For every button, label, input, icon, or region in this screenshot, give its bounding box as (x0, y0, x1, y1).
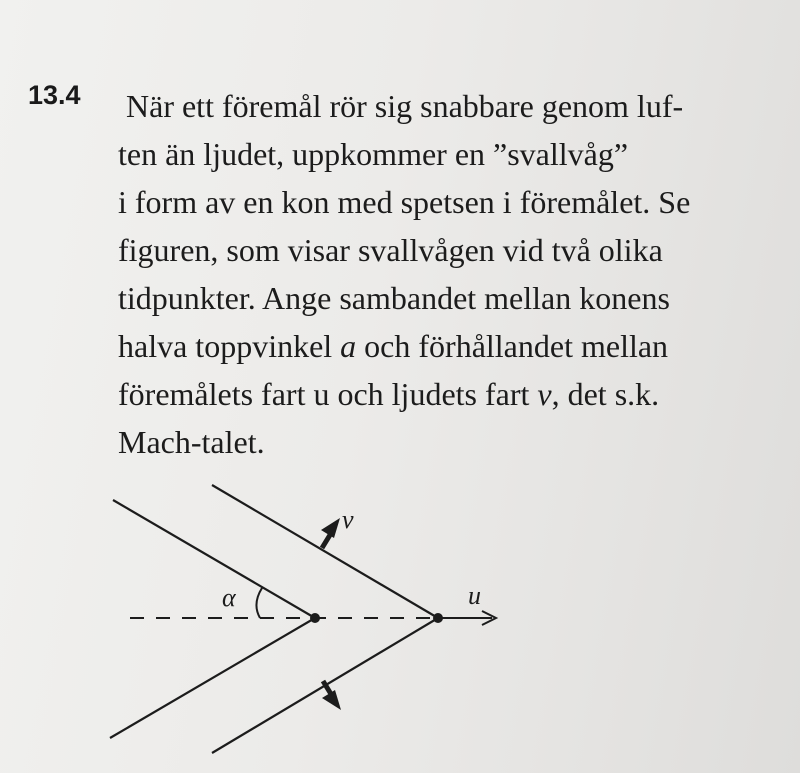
shockwave-figure (0, 470, 800, 773)
text-line: tidpunkter. Ange sambandet mellan konens (118, 280, 670, 316)
text-line: halva toppvinkel a och förhållandet mellan (118, 328, 669, 364)
problem-number: 13.4 (28, 80, 81, 110)
v-arrowhead-lower (322, 690, 341, 710)
text-line: i form av en kon med spetsen i föremålet. Se (118, 184, 691, 220)
v-arrowhead-upper (321, 518, 340, 538)
problem-text (118, 82, 788, 466)
object-dot-earlier (310, 613, 320, 623)
label-u: u (468, 581, 481, 610)
text-line: figuren, som visar svallvågen vid två olika (118, 232, 663, 268)
text-line: föremålets fart u och ljudets fart v, det s.k. (118, 376, 660, 412)
text-line: När ett föremål rör sig snabbare genom luf- (126, 88, 684, 124)
inner-cone-upper (113, 500, 315, 618)
label-v: v (342, 505, 354, 534)
variable-angle: a (340, 328, 357, 364)
alpha-angle-arc (256, 588, 262, 618)
text-line: ten än ljudet, uppkommer en ”svallvåg” (118, 136, 629, 172)
outer-cone-upper (212, 485, 438, 618)
object-dot-later (433, 613, 443, 623)
label-alpha: α (222, 583, 236, 612)
inner-cone-lower (110, 618, 315, 738)
variable-sound-speed: v (537, 376, 552, 412)
text-line: Mach-talet. (118, 424, 265, 460)
